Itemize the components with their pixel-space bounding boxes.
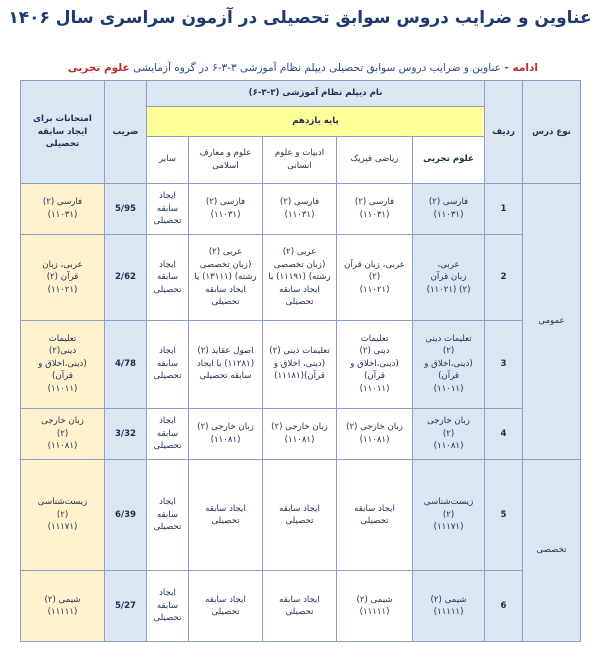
- cell-math-physics: فارسی (۲) (۱۱۰۳۱): [337, 183, 413, 234]
- cell-other: ایجاد سابقه تحصیلی: [147, 571, 189, 642]
- cell-other: ایجاد سابقه تحصیلی: [147, 320, 189, 408]
- cell-coefficient: 6/39: [105, 459, 147, 570]
- cell-humanities: ایجاد سابقه تحصیلی: [263, 459, 337, 570]
- table-row: [21, 320, 581, 408]
- table-subtitle: [18, 62, 538, 74]
- cell-humanities: فارسی (۲) (۱۱۰۳۱): [263, 183, 337, 234]
- cell-exam: عربی، زبان قرآن (۲) (۱۱۰۲۱): [21, 235, 105, 321]
- cell-experimental: عربی، زبان قرآن (۲) (۱۱۰۲۱): [413, 235, 485, 321]
- header-col-experimental-sciences: علوم تجربی: [413, 136, 485, 183]
- cell-coefficient: 3/32: [105, 408, 147, 459]
- cell-islamic: زبان خارجی (۲) (۱۱۰۸۱): [189, 408, 263, 459]
- cell-exam: تعلیمات دینی(۲) (دینی،اخلاق و قرآن) (۱۱۰۱۱): [21, 320, 105, 408]
- row-number: 1: [485, 183, 523, 234]
- cell-humanities: عربی (۲) (زبان تخصصی رشته) (۱۱۱۹۱) یا ایجاد سابقه تحصیلی: [263, 235, 337, 321]
- cell-other: ایجاد سابقه تحصیلی: [147, 459, 189, 570]
- group-general: عمومی: [523, 183, 581, 459]
- cell-coefficient: 5/95: [105, 183, 147, 234]
- cell-islamic: اصول عقاید (۲) (۱۱۲۸۱) یا ایجاد سابقه تحصیلی: [189, 320, 263, 408]
- cell-experimental: فارسی (۲) (۱۱۰۳۱): [413, 183, 485, 234]
- cell-math-physics: زبان خارجی (۲) (۱۱۰۸۱): [337, 408, 413, 459]
- row-number: 4: [485, 408, 523, 459]
- cell-math-physics: شیمی (۲) (۱۱۱۱۱): [337, 571, 413, 642]
- header-diploma-system: نام دیپلم نظام آموزشی (۳-۳-۶): [147, 81, 485, 107]
- cell-experimental: شیمی (۲) (۱۱۱۱۱): [413, 571, 485, 642]
- table-row: [21, 235, 581, 321]
- table-row: [21, 571, 581, 642]
- cell-exam: فارسی (۲) (۱۱۰۳۱): [21, 183, 105, 234]
- cell-math-physics: تعلیمات دینی (۲) (دینی،اخلاق و قرآن) (۱۱۰۱۱): [337, 320, 413, 408]
- subtitle-text: عناوین و ضرایب دروس سوابق تحصیلی دیپلم نظام آموزشی ۳-۳-۶ در گروه آزمایشی: [129, 62, 501, 74]
- cell-math-physics: عربی، زبان قرآن (۲) (۱۱۰۲۱): [337, 235, 413, 321]
- row-number: 6: [485, 571, 523, 642]
- cell-exam: شیمی (۲) (۱۱۱۱۱): [21, 571, 105, 642]
- cell-coefficient: 5/27: [105, 571, 147, 642]
- header-grade: پایه یازدهم: [147, 106, 485, 136]
- cell-islamic: فارسی (۲) (۱۱۰۳۱): [189, 183, 263, 234]
- page-title: عناوین و ضرایب دروس سوابق تحصیلی در آزمون سراسری سال ۱۴۰۶: [8, 8, 592, 28]
- cell-humanities: زبان خارجی (۲) (۱۱۰۸۱): [263, 408, 337, 459]
- header-col-humanities: ادبیات و علوم انسانی: [263, 136, 337, 183]
- cell-humanities: ایجاد سابقه تحصیلی: [263, 571, 337, 642]
- cell-islamic: ایجاد سابقه تحصیلی: [189, 459, 263, 570]
- header-col-math-physics: ریاضی فیزیک: [337, 136, 413, 183]
- row-number: 2: [485, 235, 523, 321]
- cell-other: ایجاد سابقه تحصیلی: [147, 235, 189, 321]
- subtitle-group: علوم تجربی: [67, 62, 130, 74]
- subtitle-prefix: ادامه -: [500, 62, 538, 74]
- row-number: 3: [485, 320, 523, 408]
- cell-other: ایجاد سابقه تحصیلی: [147, 408, 189, 459]
- cell-experimental: زیست‌شناسی (۲) (۱۱۱۷۱): [413, 459, 485, 570]
- table-row: [21, 408, 581, 459]
- table-row: [21, 459, 581, 570]
- coefficients-table: [20, 80, 581, 642]
- header-row: ردیف: [485, 81, 523, 184]
- group-specialized: تخصصی: [523, 459, 581, 641]
- header-col-other: سایر: [147, 136, 189, 183]
- row-number: 5: [485, 459, 523, 570]
- cell-coefficient: 2/62: [105, 235, 147, 321]
- cell-other: ایجاد سابقه تحصیلی: [147, 183, 189, 234]
- cell-coefficient: 4/78: [105, 320, 147, 408]
- table-row: [21, 183, 581, 234]
- header-course-type: نوع درس: [523, 81, 581, 184]
- header-exams: امتحانات برای ایجاد سابقه تحصیلی: [21, 81, 105, 184]
- cell-islamic: عربی (۲) (زبان تخصصی رشته) (۱۳۱۱۱) یا ایجاد سابقه تحصیلی: [189, 235, 263, 321]
- cell-experimental: زبان خارجی (۲) (۱۱۰۸۱): [413, 408, 485, 459]
- cell-humanities: تعلیمات دینی (۲) (دینی، اخلاق و قرآن)(۱۱۱۸۱): [263, 320, 337, 408]
- cell-exam: زبان خارجی (۲) (۱۱۰۸۱): [21, 408, 105, 459]
- cell-experimental: تعلیمات دینی (۲) (دینی،اخلاق و قرآن) (۱۱۰۱۱): [413, 320, 485, 408]
- header-coefficient: ضریب: [105, 81, 147, 184]
- cell-islamic: ایجاد سابقه تحصیلی: [189, 571, 263, 642]
- cell-exam: زیست‌شناسی (۲) (۱۱۱۷۱): [21, 459, 105, 570]
- header-col-islamic-studies: علوم و معارف اسلامی: [189, 136, 263, 183]
- cell-math-physics: ایجاد سابقه تحصیلی: [337, 459, 413, 570]
